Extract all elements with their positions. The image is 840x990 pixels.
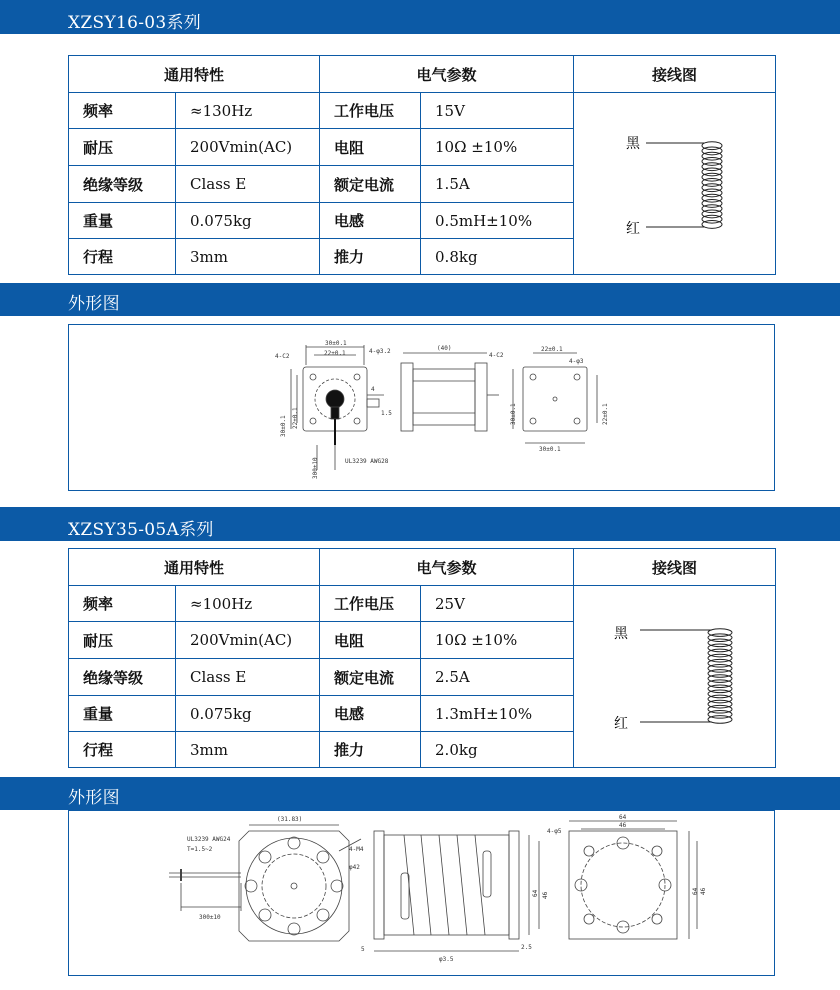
spec-key: 电感 <box>320 696 421 732</box>
dim-right-pitch: 22±0.1 <box>541 346 563 353</box>
wire-label-black: 黑 <box>614 626 629 642</box>
header-electrical: 电气参数 <box>320 56 574 93</box>
spec-value: 0.5mH±10% <box>421 203 574 239</box>
spec-value: 10Ω ±10% <box>421 129 574 166</box>
dim-right-pitch-v: 46 <box>700 887 707 895</box>
spec-value: ≈130Hz <box>176 93 320 129</box>
wire-label-black: 黑 <box>626 136 641 152</box>
spec-key: 耐压 <box>69 129 176 166</box>
dim-wire-length: 300±10 <box>312 457 319 479</box>
spec-value: 200Vmin(AC) <box>176 129 320 166</box>
dim-height: 64 <box>532 889 539 897</box>
dim-height: 30±0.1 <box>280 415 287 437</box>
spec-table <box>68 548 776 768</box>
spec-key: 重量 <box>69 696 176 732</box>
spec-key: 绝缘等级 <box>69 659 176 696</box>
spec-key: 推力 <box>320 239 421 275</box>
series-title-bar <box>0 0 840 34</box>
spec-value: 200Vmin(AC) <box>176 622 320 659</box>
spec-key: 工作电压 <box>320 586 421 622</box>
series-title-bar <box>0 507 840 541</box>
spec-value: ≈100Hz <box>176 586 320 622</box>
dim-chamfer: 4-C2 <box>275 353 290 360</box>
spec-key: 频率 <box>69 93 176 129</box>
outline-drawing-box <box>68 324 775 491</box>
dim-right-pitch: 46 <box>619 822 627 829</box>
dim-phi: φ42 <box>349 864 360 871</box>
coil-diagram <box>574 586 776 766</box>
spec-value: 3mm <box>176 732 320 768</box>
dim-width: 30±0.1 <box>325 340 347 347</box>
spec-value: 10Ω ±10% <box>421 622 574 659</box>
series-title: XZSY16-03系列 <box>68 13 202 33</box>
dim-hole-pitch: 22±0.1 <box>324 350 346 357</box>
spec-value: 3mm <box>176 239 320 275</box>
wire-label-red: 红 <box>614 716 629 732</box>
outline-title-bar <box>0 777 840 810</box>
wiring-diagram <box>574 93 776 275</box>
spec-table <box>68 55 776 275</box>
dim-hole: 4-φ3.2 <box>369 348 391 355</box>
dim-right-hole: 4-φ3 <box>569 358 584 365</box>
spec-key: 电阻 <box>320 129 421 166</box>
dim-hole-pitch-v: 22±0.1 <box>292 407 299 429</box>
spec-value: 2.0kg <box>421 732 574 768</box>
spec-key: 重量 <box>69 203 176 239</box>
dim-length: (40) <box>437 345 452 352</box>
spec-value: Class E <box>176 659 320 696</box>
dim-diameter: (31.83) <box>277 816 303 823</box>
spec-value: 0.075kg <box>176 203 320 239</box>
spec-key: 工作电压 <box>320 93 421 129</box>
dim-hole: 4-M4 <box>349 846 364 853</box>
outline-drawing <box>69 811 774 975</box>
dim-wire-strip: T=1.5~2 <box>187 846 213 853</box>
header-electrical: 电气参数 <box>320 549 574 586</box>
spec-key: 电阻 <box>320 622 421 659</box>
spec-key: 绝缘等级 <box>69 166 176 203</box>
spec-key: 耐压 <box>69 622 176 659</box>
series-title: XZSY35-05A系列 <box>68 520 214 540</box>
dim-length: φ3.5 <box>439 956 454 963</box>
header-wiring: 接线图 <box>574 56 776 93</box>
spec-key: 额定电流 <box>320 659 421 696</box>
dim-right-width: 30±0.1 <box>539 446 561 453</box>
spec-value: 1.3mH±10% <box>421 696 574 732</box>
spec-key: 频率 <box>69 586 176 622</box>
dim-right-height: 64 <box>692 887 699 895</box>
dim-wire-length: 300±10 <box>199 914 221 921</box>
coil-diagram <box>574 93 776 273</box>
outline-title: 外形图 <box>68 788 120 808</box>
coil-icon <box>702 142 722 229</box>
dim-right-pitch-v: 22±0.1 <box>602 403 609 425</box>
wire-label-red: 红 <box>626 221 641 237</box>
outline-title: 外形图 <box>68 294 120 314</box>
dim-flange-right: 2.5 <box>521 944 532 951</box>
spec-key: 额定电流 <box>320 166 421 203</box>
header-wiring: 接线图 <box>574 549 776 586</box>
wiring-diagram <box>574 586 776 768</box>
coil-icon <box>708 629 732 724</box>
dim-right-hole: 4-φ5 <box>547 828 562 835</box>
dim-wire-spec: UL3239 AWG28 <box>345 458 389 465</box>
dim-wire-spec: UL3239 AWG24 <box>187 836 231 843</box>
dim-right-width: 64 <box>619 814 627 821</box>
dim-corner: 4-C2 <box>489 352 504 359</box>
outline-title-bar <box>0 283 840 316</box>
header-general: 通用特性 <box>69 56 320 93</box>
spec-value: 15V <box>421 93 574 129</box>
spec-value: 0.8kg <box>421 239 574 275</box>
outline-drawing-box <box>68 810 775 976</box>
dim-stroke: 1.5 <box>381 410 392 417</box>
dim-4: 4 <box>371 386 375 393</box>
spec-key: 行程 <box>69 732 176 768</box>
spec-value: 1.5A <box>421 166 574 203</box>
header-general: 通用特性 <box>69 549 320 586</box>
spec-value: 0.075kg <box>176 696 320 732</box>
outline-drawing <box>69 325 774 490</box>
spec-value: 2.5A <box>421 659 574 696</box>
spec-value: 25V <box>421 586 574 622</box>
dim-height-inner: 46 <box>542 891 549 899</box>
dim-flange: 5 <box>361 946 365 953</box>
spec-key: 电感 <box>320 203 421 239</box>
dim-right-height: 30±0.1 <box>510 403 517 425</box>
spec-key: 行程 <box>69 239 176 275</box>
spec-key: 推力 <box>320 732 421 768</box>
spec-value: Class E <box>176 166 320 203</box>
